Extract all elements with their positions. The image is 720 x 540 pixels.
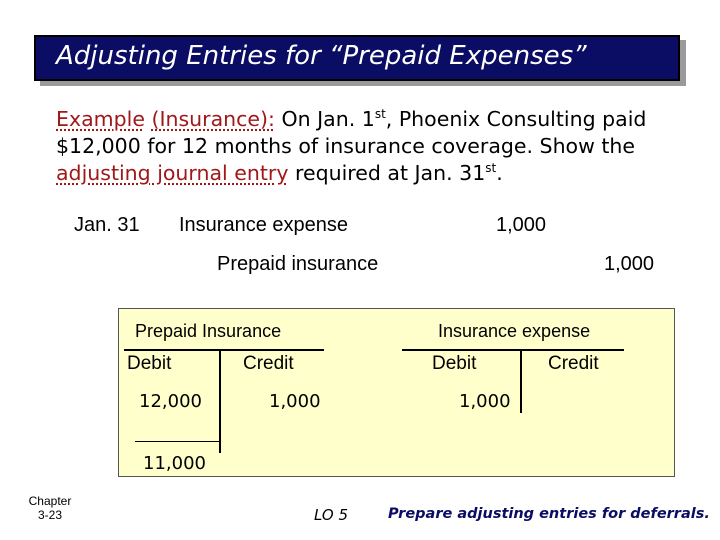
example-label-paren: (Insurance): (151, 107, 275, 131)
page-title: Adjusting Entries for “Prepaid Expenses” (56, 41, 587, 71)
chapter-number: 3-23 (37, 508, 63, 522)
example-line-3 (56, 160, 696, 187)
t-account-prepaid-vertical-line (219, 349, 221, 453)
journal-debit-account: Insurance expense (179, 214, 349, 236)
learning-objective-text: Prepare adjusting entries for deferrals. (388, 506, 710, 522)
superscript-st-2: st (485, 161, 497, 176)
example-highlight: adjusting journal entry (56, 161, 289, 185)
t-account-expense-horizontal-line (402, 349, 624, 351)
t-account-expense-title: Insurance expense (438, 321, 591, 341)
journal-debit-amount: 1,000 (496, 214, 547, 236)
example-label: Example (56, 107, 145, 131)
title-banner (34, 35, 680, 81)
example-line-2: $12,000 for 12 months of insurance coverage. Show the (56, 134, 636, 158)
t-account-prepaid-debit-label: Debit (127, 353, 172, 374)
chapter-label (20, 494, 80, 522)
journal-date: Jan. 31 (74, 214, 140, 236)
example-text-1: On Jan. 1 (281, 107, 375, 131)
t-account-prepaid-balance-line (135, 441, 219, 442)
example-text-1-rest: , Phoenix Consulting paid (385, 107, 647, 131)
t-account-prepaid-debit-value: 12,000 (139, 391, 202, 412)
example-paragraph (56, 106, 696, 187)
t-account-expense-debit-label: Debit (432, 353, 477, 374)
t-account-expense-vertical-line (520, 349, 522, 413)
journal-credit-account: Prepaid insurance (217, 253, 379, 275)
chapter-word: Chapter (28, 494, 72, 508)
t-account-prepaid-balance: 11,000 (143, 453, 206, 474)
learning-objective-number: LO 5 (314, 506, 349, 524)
t-accounts-panel (118, 308, 675, 477)
t-account-expense-debit-value: 1,000 (459, 391, 511, 412)
t-account-expense-credit-label: Credit (548, 353, 599, 374)
t-account-prepaid-title: Prepaid Insurance (135, 321, 282, 341)
example-text-3-end: . (496, 161, 503, 185)
t-account-prepaid-credit-value: 1,000 (269, 391, 321, 412)
t-account-prepaid-horizontal-line (124, 349, 324, 351)
superscript-st: st (374, 107, 386, 122)
example-text-3: required at Jan. 31 (288, 161, 486, 185)
example-line-1 (56, 106, 696, 133)
journal-credit-amount: 1,000 (604, 253, 655, 275)
t-account-prepaid-credit-label: Credit (243, 353, 294, 374)
